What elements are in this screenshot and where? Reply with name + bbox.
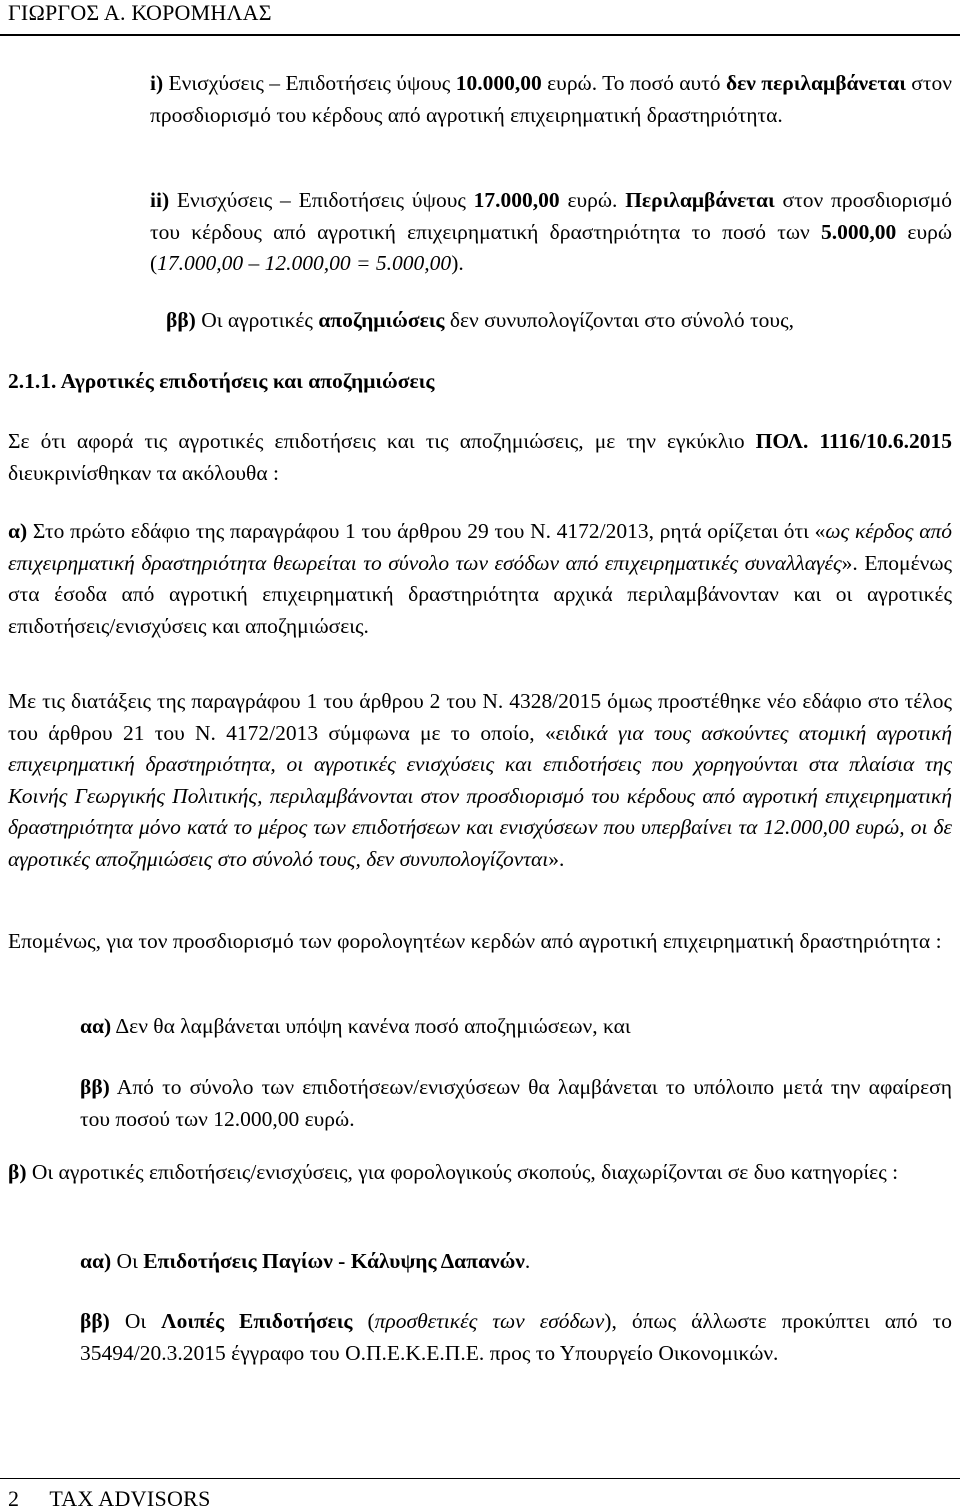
item-label: αα) bbox=[80, 1014, 112, 1038]
section-heading: 2.1.1. Αγροτικές επιδοτήσεις και αποζημιώσεις bbox=[8, 369, 435, 393]
paragraph-bb-compensations: ββ) Οι αγροτικές αποζημιώσεις δεν συνυπολογίζονται στο σύνολό τους, bbox=[166, 308, 794, 332]
paragraph-ii: ii) Ενισχύσεις – Επιδοτήσεις ύψους 17.000,00 ευρώ. Περιλαμβάνεται στον προσδιορισμό του κέρδους από αγροτική επιχειρηματική δραστηριότητα το ποσό των 5.000,00 ευρώ (17.000,00 – 12.000,00 = 5.000,00). bbox=[150, 188, 952, 275]
footer-divider bbox=[0, 1478, 960, 1479]
item-label: β) bbox=[8, 1160, 27, 1184]
item-label: ββ) bbox=[80, 1309, 110, 1333]
item-label: ββ) bbox=[80, 1075, 110, 1099]
item-label: αα) bbox=[80, 1249, 112, 1273]
item-label: ββ) bbox=[166, 308, 196, 332]
page-number: 2 bbox=[8, 1486, 20, 1511]
item-label: α) bbox=[8, 519, 28, 543]
header-divider bbox=[0, 34, 960, 36]
paragraph-a: α) Στο πρώτο εδάφιο της παραγράφου 1 του άρθρου 29 του Ν. 4172/2013, ρητά ορίζεται ότι «ως κέρδος από επιχειρηματική δραστηριότητα θεωρείται το σύνολο των εσόδων από επιχειρηματικές συναλλαγές». Επομένως στα έσοδα από αγροτική επιχειρηματική δραστηριότητα αρχικά περιλαμβάνονταν και οι αγροτικές επιδοτήσεις/ενισχύσεις και αποζημιώσεις. bbox=[8, 519, 953, 638]
paragraph-i: i) Ενισχύσεις – Επιδοτήσεις ύψους 10.000,00 ευρώ. Το ποσό αυτό δεν περιλαμβάνεται στον προσδιορισμό του κέρδους από αγροτική επιχειρηματική δραστηριότητα. bbox=[150, 71, 952, 127]
paragraph-amendment: Με τις διατάξεις της παραγράφου 1 του άρθρου 2 του Ν. 4328/2015 όμως προστέθηκε νέο εδάφιο στο τέλος του άρθρου 21 του Ν. 4172/2013 σύμφωνα με το οποίο, «ειδικά για τους ασκούντες ατομική αγροτική επιχειρηματική δραστηριότητα, οι αγροτικές ενισχύσεις και επιδοτήσεις που χορηγούνται στα πλαίσια της Κοινής Γεωργικής Πολιτικής, περιλαμβάνονται στον προσδιορισμό του κέρδους από αγροτική επιχειρηματική δραστηριότητα μόνο κατά το μέρος των επιδοτήσεων και ενισχύσεων που υπερβαίνει τα 12.000,00 ευρώ, οι δε αγροτικές αποζημιώσεις στο σύνολό τους, δεν συνυπολογίζονται». bbox=[8, 689, 952, 871]
header-author: ΓΙΩΡΓΟΣ Α. ΚΟΡΟΜΗΛΑΣ bbox=[8, 0, 272, 25]
paragraph-aa-2: αα) Οι Επιδοτήσεις Παγίων - Κάλυψης Δαπανών. bbox=[80, 1249, 531, 1273]
page-footer bbox=[8, 1486, 211, 1512]
paragraph-bb-1: ββ) Από το σύνολο των επιδοτήσεων/ενισχύσεων θα λαμβάνεται το υπόλοιπο μετά την αφαίρεση του ποσού των 12.000,00 ευρώ. bbox=[80, 1075, 952, 1131]
item-label: i) bbox=[150, 71, 164, 95]
paragraph-circular: Σε ότι αφορά τις αγροτικές επιδοτήσεις και τις αποζημιώσεις, με την εγκύκλιο ΠΟΛ. 1116/10.6.2015 διευκρινίσθηκαν τα ακόλουθα : bbox=[8, 429, 952, 485]
footer-brand: TAX ADVISORS bbox=[49, 1486, 211, 1511]
item-label: ii) bbox=[150, 188, 170, 212]
page-header bbox=[8, 0, 272, 26]
paragraph-aa-1: αα) Δεν θα λαμβάνεται υπόψη κανένα ποσό αποζημιώσεων, και bbox=[80, 1014, 631, 1038]
paragraph-b: β) Οι αγροτικές επιδοτήσεις/ενισχύσεις, για φορολογικούς σκοπούς, διαχωρίζονται σε δυο κατηγορίες : bbox=[8, 1160, 899, 1184]
paragraph-bb-2: ββ) Οι Λοιπές Επιδοτήσεις (προσθετικές των εσόδων), όπως άλλωστε προκύπτει από το 35494/20.3.2015 έγγραφο του Ο.Π.Ε.Κ.Ε.Π.Ε. προς το Υπουργείο Οικονομικών. bbox=[80, 1309, 953, 1365]
paragraph-therefore: Επομένως, για τον προσδιορισμό των φορολογητέων κερδών από αγροτική επιχειρηματική δραστηριότητα : bbox=[8, 929, 942, 953]
